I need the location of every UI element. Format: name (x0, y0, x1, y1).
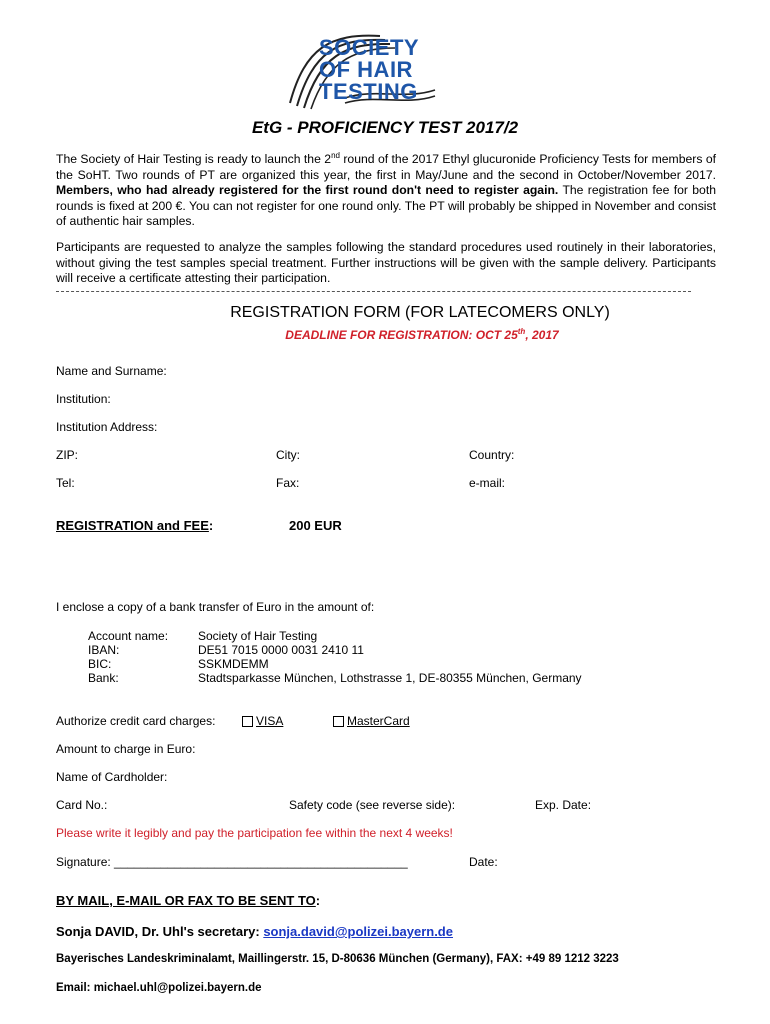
mastercard-label: MasterCard (347, 714, 410, 728)
country-field-label[interactable]: Country: (469, 448, 515, 462)
visa-label: VISA (256, 714, 284, 728)
lka-address: Bayerisches Landeskriminalamt, Maillingerstr. 15, D-80636 München (Germany), FAX: +49 89 1212 3223 (56, 953, 619, 965)
visa-checkbox-box[interactable] (242, 716, 253, 727)
tel-field-label[interactable]: Tel: (56, 476, 75, 490)
intro-bold-note: Members, who had already registered for the first round don't need to register again. (56, 183, 559, 198)
fee-label: REGISTRATION and FEE (56, 518, 209, 533)
bank-label-bank: Bank: (88, 671, 119, 685)
mastercard-checkbox-box[interactable] (333, 716, 344, 727)
date-field-label[interactable]: Date: (469, 855, 498, 869)
fee-heading (56, 518, 213, 533)
secretary-label: Sonja DAVID, Dr. Uhl's secretary: (56, 924, 264, 939)
safety-code-field-label[interactable]: Safety code (see reverse side): (289, 798, 456, 812)
deadline-notice (0, 328, 770, 342)
amount-field-label[interactable]: Amount to charge in Euro: (56, 742, 196, 756)
city-field-label[interactable]: City: (276, 448, 300, 462)
cardholder-field-label[interactable]: Name of Cardholder: (56, 770, 168, 784)
visa-checkbox[interactable] (242, 714, 283, 728)
soht-logo (285, 28, 445, 112)
bank-label-iban: IBAN: (88, 643, 120, 657)
intro-paragraph-2: Participants are requested to analyze the samples following the standard procedures used routinely in their laboratories, without giving the test samples special treatment. Further instructions will be given with the sample delivery. Participants will receive a certificate attesting their participation. (56, 240, 716, 286)
signature-field[interactable]: Signature: ____________________________________________ (56, 855, 408, 869)
name-field-label[interactable]: Name and Surname: (56, 364, 167, 378)
send-to-label: BY MAIL, E-MAIL OR FAX TO BE SENT TO (56, 893, 316, 908)
mastercard-checkbox[interactable] (333, 714, 410, 728)
intro-paragraph-1 (56, 152, 716, 230)
logo-line-2: OF HAIR (319, 57, 413, 82)
contact-email: Email: michael.uhl@polizei.bayern.de (56, 982, 262, 994)
authorize-label: Authorize credit card charges: (56, 714, 216, 728)
exp-date-field-label[interactable]: Exp. Date: (535, 798, 592, 812)
address-field-label[interactable]: Institution Address: (56, 420, 158, 434)
form-title: REGISTRATION FORM (FOR LATECOMERS ONLY) (230, 304, 610, 321)
bank-transfer-text: I enclose a copy of a bank transfer of Euro in the amount of: (56, 600, 375, 614)
intro-sup: nd (331, 150, 340, 160)
fee-amount: 200 EUR (289, 518, 342, 533)
bank-label-account: Account name: (88, 629, 169, 643)
deadline-sup: th (517, 327, 526, 336)
bank-value-account: Society of Hair Testing (198, 629, 318, 643)
page-title: EtG - PROFICIENCY TEST 2017/2 (251, 118, 519, 137)
deadline-text: DEADLINE FOR REGISTRATION: OCT 25 (285, 328, 518, 342)
dashed-divider (56, 291, 691, 292)
zip-field-label[interactable]: ZIP: (56, 448, 79, 462)
bank-value-bank: Stadtsparkasse München, Lothstrasse 1, DE-80355 München, Germany (198, 671, 582, 685)
payment-note: Please write it legibly and pay the participation fee within the next 4 weeks! (56, 826, 453, 840)
intro-text-b: round of the 2017 Ethyl glucuronide Proficiency Tests for members of the SoHT. Two rounds of PT are organized this year, the first in May/June and the second in October/November 2017. (56, 152, 716, 182)
deadline-year: , 2017 (525, 328, 559, 342)
intro-text-c: The registration fee for both rounds is fixed at 200 €. You can not register for one round only. The PT will probably be shipped in November and consist of authentic hair samples. (56, 183, 717, 229)
secretary-contact (56, 924, 453, 939)
fax-field-label[interactable]: Fax: (276, 476, 300, 490)
send-to-heading (56, 893, 320, 908)
fee-colon: : (208, 518, 214, 533)
logo-line-3: TESTING (319, 79, 418, 104)
email-field-label[interactable]: e-mail: (469, 476, 506, 490)
intro-text-a: The Society of Hair Testing is ready to launch the 2 (56, 152, 332, 166)
bank-value-iban: DE51 7015 0000 0031 2410 11 (198, 643, 364, 657)
secretary-email-link[interactable]: sonja.david@polizei.bayern.de (263, 924, 453, 939)
card-number-field-label[interactable]: Card No.: (56, 798, 108, 812)
bank-label-bic: BIC: (88, 657, 112, 671)
institution-field-label[interactable]: Institution: (56, 392, 111, 406)
bank-value-bic: SSKMDEMM (198, 657, 269, 671)
logo-line-1: SOCIETY (319, 35, 420, 60)
send-to-colon: : (315, 893, 321, 908)
